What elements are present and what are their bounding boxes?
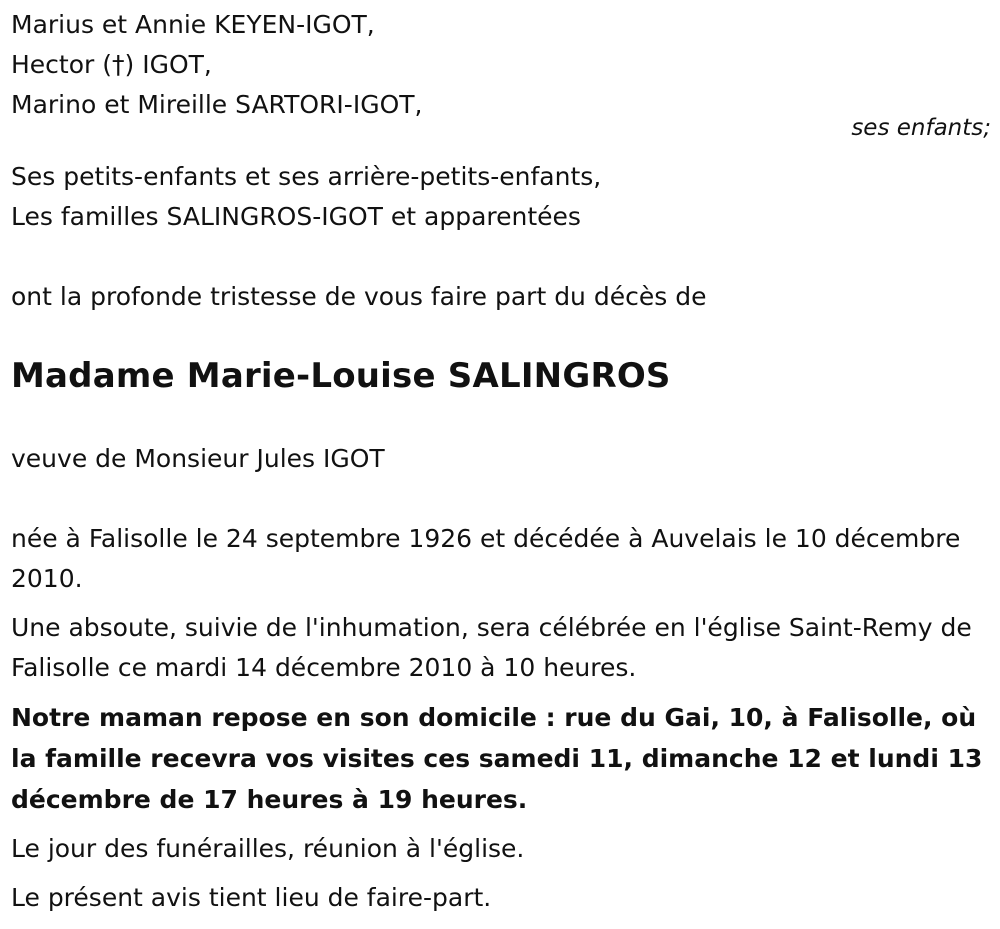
relatives-list: [11, 157, 991, 237]
notice-note-text: Le présent avis tient lieu de faire-part.: [11, 883, 492, 912]
widow-of-text: veuve de Monsieur Jules IGOT: [11, 444, 385, 473]
families-line: Les familles SALINGROS-IGOT et apparentées: [11, 202, 581, 231]
grandchildren-line: Ses petits-enfants et ses arrière-petits-enfants,: [11, 162, 602, 191]
announcement-text: ont la profonde tristesse de vous faire part du décès de: [11, 282, 707, 311]
child-line: Marius et Annie KEYEN-IGOT,: [11, 10, 375, 39]
obituary-notice: [11, 0, 991, 918]
funeral-day-text: Le jour des funérailles, réunion à l'église.: [11, 834, 525, 863]
ceremony-text: Une absoute, suivie de l'inhumation, sera célébrée en l'église Saint-Remy de Falisolle ce mardi 14 décembre 2010 à 10 heures.: [11, 613, 972, 682]
children-list: [11, 0, 991, 141]
deceased-name: Madame Marie-Louise SALINGROS: [11, 356, 671, 396]
birth-death-text: née à Falisolle le 24 septembre 1926 et décédée à Auvelais le 10 décembre 2010.: [11, 524, 961, 593]
child-line: Marino et Mireille SARTORI-IGOT,: [11, 90, 423, 119]
child-line: Hector (†) IGOT,: [11, 50, 212, 79]
visitation-text: Notre maman repose en son domicile : rue du Gai, 10, à Falisolle, où la famille recevra vos visites ces samedi 11, dimanche 12 et lundi 13 décembre de 17 heures à 19 heures.: [11, 703, 983, 814]
children-label: ses enfants;: [851, 115, 991, 141]
